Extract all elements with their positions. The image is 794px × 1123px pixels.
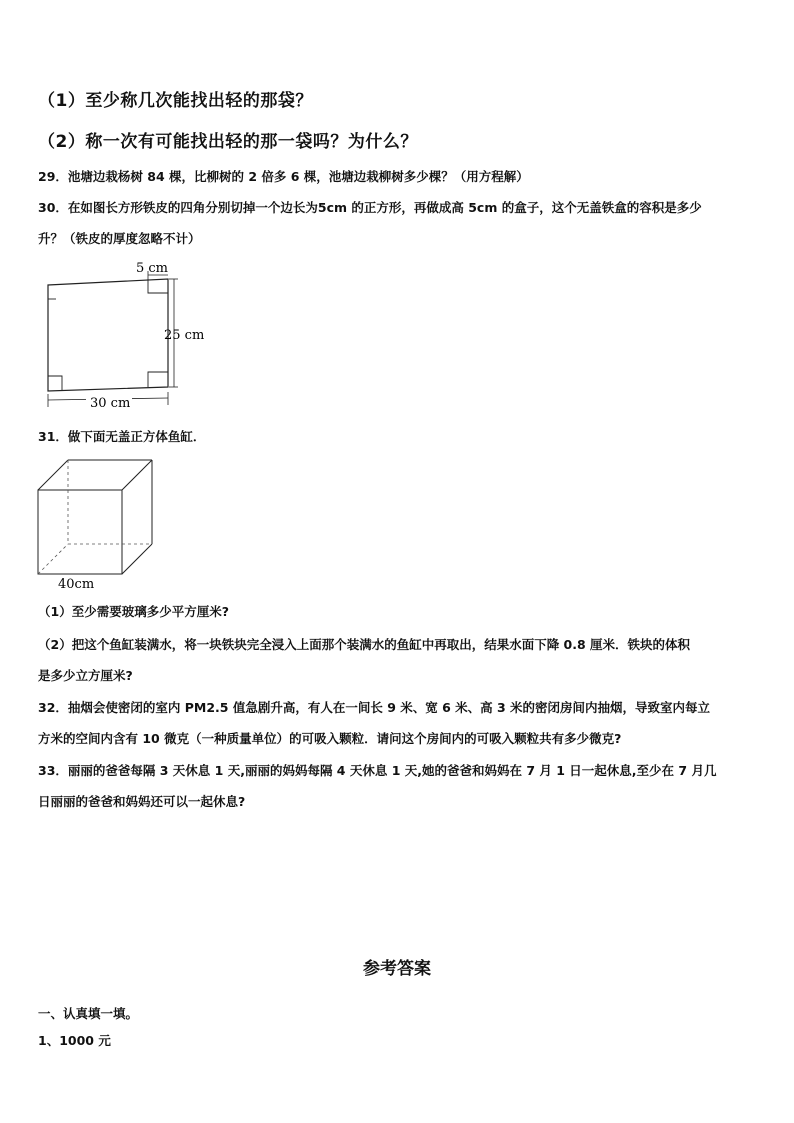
cube-figure bbox=[34, 452, 164, 592]
label-30cm: 30 cm bbox=[90, 396, 131, 411]
question-30-line1: 30．在如图长方形铁皮的四角分别切掉一个边长为5cm 的正方形，再做成高 5cm 的盒子，这个无盖铁盒的容积是多少 bbox=[38, 200, 702, 215]
question-31-sub2-line2: 是多少立方厘米? bbox=[38, 668, 133, 683]
rectangle-figure bbox=[36, 255, 216, 415]
question-29: 29．池塘边栽杨树 84 棵，比柳树的 2 倍多 6 棵，池塘边栽柳树多少棵？（用方程解） bbox=[38, 169, 529, 184]
sub-question-2: （2）称一次有可能找出轻的那一袋吗？为什么？ bbox=[38, 132, 418, 152]
label-25cm: 25 cm bbox=[164, 328, 205, 343]
question-32-line1: 32．抽烟会使密闭的室内 PM2.5 值急剧升高，有人在一间长 9 米、宽 6 米、高 3 米的密闭房间内抽烟，导致室内每立 bbox=[38, 700, 711, 715]
question-33-line2: 日丽丽的爸爸和妈妈还可以一起休息? bbox=[38, 794, 246, 809]
sub-question-1: （1）至少称几次能找出轻的那袋？ bbox=[38, 91, 313, 111]
answer-title: 参考答案 bbox=[363, 959, 431, 979]
section-heading: 一、认真填一填。 bbox=[38, 1006, 139, 1021]
question-33-line1: 33．丽丽的爸爸每隔 3 天休息 1 天,丽丽的妈妈每隔 4 天休息 1 天,她的爸爸和妈妈在 7 月 1 日一起休息,至少在 7 月几 bbox=[38, 763, 717, 778]
question-31: 31．做下面无盖正方体鱼缸． bbox=[38, 429, 206, 444]
question-32-line2: 方米的空间内含有 10 微克（一种质量单位）的可吸入颗粒．请问这个房间内的可吸入颗粒共有多少微克? bbox=[38, 731, 622, 746]
label-40cm: 40cm bbox=[58, 577, 95, 592]
question-31-sub2-line1: （2）把这个鱼缸装满水，将一块铁块完全浸入上面那个装满水的鱼缸中再取出，结果水面下降 0.8 厘米．铁块的体积 bbox=[38, 637, 691, 652]
answer-1: 1、1000 元 bbox=[38, 1033, 111, 1048]
question-30-line2: 升？（铁皮的厚度忽略不计） bbox=[38, 231, 201, 246]
question-31-sub1: （1）至少需要玻璃多少平方厘米? bbox=[38, 604, 229, 619]
label-5cm: 5 cm bbox=[136, 261, 169, 276]
